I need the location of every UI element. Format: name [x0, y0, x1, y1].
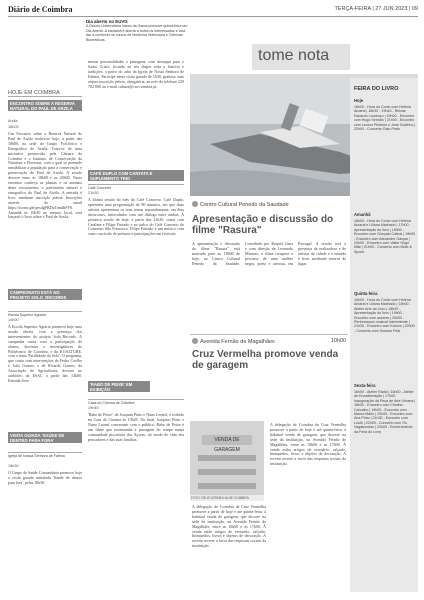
left-section-heading: HOJE EM COIMBRA [8, 90, 82, 97]
agenda-day: Hoje [354, 98, 364, 103]
divider [190, 334, 348, 335]
photo-shelf [198, 483, 256, 489]
agenda-entries: 16h00 - Hora do Conto com Helena Amaral e Liliana Machado | 16h00 - Atelier Arte do Livro | 18h00 - Apresentação do livro | 19h00 - Encontro com autores | 20h00 - Performance musical Intermitente | 21h30 - Encontro com Kaúmo | 22h00 - Concerto com Susana Félix [354, 298, 415, 333]
location-icon [192, 338, 198, 344]
text-cruz-vermelha: A delegação de Coimbra da Cruz Vermelha promove a partir de hoje e até quinta-feira, a habitual venda de garagem, que decorre na sede da instituição, na Avenida Fernão de Magalhães, entre as 10h00 e as 17h00. À venda estão artigos de vestuário, calçado, brinquedos, livros e objetos de decoração. A receita reverte a favor das respostas sociais da instituição. [192, 505, 266, 549]
venue-penedo: Centro Cultural Penedo da Saudade [200, 202, 289, 208]
text-cafe-duplo: A última sessão do mês do Café Concerto, Café Duplo, apresenta uma programação de 90 minutos, em que duas artistas apresentam os seus temas separadamente, em dois showcases, intercalados com um diálogo entre ambas. A primeira sessão de hoje, a partir das 21h30, conta com Catalina e Filipe Furtado e no palco do Café Concerto do Convento São Francisco. Filipe Furtado é um músico com vasto currículo de prémios e participações em festivais. [88, 198, 184, 237]
photo-sign: VENDA DE GARAGEM [202, 435, 252, 445]
photo-shelf [198, 469, 256, 475]
text-rabo-de-peixe: 'Rabo de Peixe', de Joaquim Pinto e Nuno Leonel, é exibido na Casa do Cinema às 19h45. No final, Joaquim Pinto e Nuno Leonel conversam com o público. Rabo de Peixe é um filme que testemunha a passagem do tempo numa comunidade piscatória dos Açores, do modo de vida dos pescadores e das suas famílias. [88, 413, 184, 442]
headline-rasura: Apresentação e discussão do filme "Rasura" [192, 214, 334, 236]
text-solo-records: A Escola Superior Agrária promove hoje uma sessão aberta, com a presença dos intervenientes do projeto Solo_Records. A campanha conta com a participação de alunos, docentes e investigadores do Politécnico de Coimbra, e da KOALTURE, com o tema 'Fertilidade do Solo'. O programa, que conta com intervenções de Pedro Coelho e João Gomes, e de Ricardo Gomes, da Associação de Agricultores, decorre no auditório da ESAC a partir das 14h00. Entrada livre. [8, 325, 82, 383]
agenda-day: Quinta-feira [354, 291, 378, 296]
label-casa-do-cinema: Casa do Cinema de Coimbra [88, 399, 184, 405]
agenda-entries: 16h00 - Hora do Conto com Helena Amaral | 18h30 - 19h45 - Relvas Eduardo Lourenço | 19h00 - Encontro com Hugo Serôdio | 21h00 - Encontro com Leonor Pinheiro e José Godinho | 22h00 - Concerto Gato Preto [354, 105, 416, 132]
masthead [8, 5, 418, 17]
agenda-entries: 16h00 - Hora do Conto com Helena Amaral e Liliana Machado | 17h00 - Apresentação do livro | 18h00 - Encontro com Gonçalo Cabral | 19h00 - Encontro com Alexandre Gaspar | 20h00 - Encontro com Valter Hugo Mãe | 21h00 - Concerto com Mote & Spock [354, 219, 416, 254]
photo-shelf [198, 455, 256, 461]
photo-venda-garagem [190, 421, 264, 501]
dateline: TERÇA-FEIRA | 27 JUN 2023 | 09 [334, 6, 418, 12]
newspaper-name: Diário de Coimbra [8, 5, 73, 14]
section-title: tome nota [258, 47, 330, 64]
venue-line-cruz-vermelha [192, 338, 348, 346]
text-visita-guiada: O Grupo de Saúde Comunitária promove hoje a visita guiada intitulada 'Saúde de dentro para fora', pelas 18h30. [8, 471, 82, 485]
time-esac: 14h00 [8, 318, 19, 322]
time-cafe-concerto: 21h30 [88, 191, 99, 195]
agenda-sidebar [350, 78, 418, 592]
time-igreja: 18h30 [8, 464, 19, 468]
time-casa-do-cinema: 19h45 [88, 406, 99, 410]
time-arzila: 18h00 [8, 125, 19, 129]
headline-cruz-vermelha: Cruz Vermelha promove venda de garagem [192, 349, 339, 371]
headline-cafe-duplo: CAFÉ DUPLO COM CANTATA E SUPLEMENTO TRIO [88, 170, 184, 181]
headline-rabo-de-peixe: 'RABO DE PEIXE' EM EXIBIÇÃO [88, 381, 150, 392]
agenda-day: Sexta-feira [354, 383, 376, 388]
brief-box [86, 20, 188, 42]
headline-solo-records: CAMPEONATO ESTÁ NO PROJETO SOLO_RECORDS [8, 289, 82, 300]
venue-avenida: Avenida Fernão de Magalhães [200, 339, 275, 345]
location-icon [192, 201, 198, 207]
text-arzila: Um Encontro sobre a Reserva Natural do Paul de Arzila realiza-se hoje, a partir das 18h00, na sede do Grupo Folclórico e Etnográfico de Arzila. Trata-se de uma iniciativa promovida pela Câmara de Coimbra e o Instituto de Conservação da Natureza e Florestas, com o qual se pretende sensibilizar a população para a conservação e preservação do Paul de Arzila. A sessão decorre entre as 18h00 e as 20h00. Neste encontro conheça as plantas e os animais deste ecossistema, o património natural e etnográfico do Paul de Arzila. A entrada é livre, mediante inscrição prévia. Inscrições através do email https://forms.gle/pesdgFBDuTrmdhFF8. Amanhã às 10h30 no mesmo local, será lançado o livro sobre o Paul de Arzila. [8, 132, 82, 220]
agenda-day: Amanhã [354, 212, 371, 217]
label-esac: Escola Superior Agrária [8, 311, 82, 317]
brief-title: Dia aberto no EUVG [86, 19, 128, 24]
label-cafe-concerto: Café Concerto [88, 184, 184, 190]
label-arzila: Arzila [8, 119, 18, 123]
time-avenida: 10h00 [330, 338, 346, 344]
headline-visita-guiada: VISITA GUIADA 'SAÚDE DE DENTRO PARA FORA' [8, 432, 82, 443]
agenda-title: FEIRA DO LIVRO [354, 86, 399, 92]
section-title-box [252, 44, 350, 70]
label-igreja: Igreja de Nossa Senhora de Fátima [8, 452, 82, 458]
text-rasura: A apresentação e discussão do filme "Rasura" está marcada para as 18h00 de hoje, no Centro Cultural Penedo da Saudade. Concebido por Raquel Lima e com direção de Leonardo Mimoso, o filme recupera o percurso de uma mulher negra, poeta e ativista, em Portugal. A sessão terá a presença da realizadora e de artistas da cidade e a entrada é livre, mediante reserva de lugar. [192, 242, 346, 266]
text-visita-guiada-continued: nessas personalidades e paisagens, com destaque para o Santo Cristo, ficando ao seu dispor toda a história e tradições, a partir do adro da Igreja de Nossa Senhora de Fátima. Participe nesta visita guiada de 1h30, gratuita, mas requer inscrição prévia, obrigatória, através do telefone 239 702 000 ou e-mail cultura@cm-coimbra.pt. [88, 60, 184, 89]
agenda-entries: 16h00 - Atelier Rádio | 16h00 - Atelier de Encadernação | 17h00 - Inauguração da Peça de Arte Urbana | 18h00 - Encontro com Cristina Carvalho | 19h00 - Encontro com Mauro Mário | 20h00 - Encontro com Ana Pinto | 21h30 - Encontro com Loulé | 22h00 - Concerto com Os Vagabundos | 23h00 - Encerramento da Feira do Livro [354, 390, 416, 434]
headline-arzila: ENCONTRO SOBRE A RESERVA NATURAL DO PAUL DE ARZILA [8, 100, 82, 111]
brief-text: A Escola Universitária Vasco da Gama promove quinta-feira um Dia Aberto. A iniciativa é aberta a todos os interessados e visa dar a conhecer os cursos de Medicina Veterinária e Ciências Biomédicas. [86, 24, 188, 42]
photo-caption: FOTO CRUZ VERMELHA DE COIMBRA [190, 495, 264, 501]
text-cruz-vermelha-continued: A delegação de Coimbra da Cruz Vermelha promove a partir de hoje e até quinta-feira, a habitual venda de garagem, que decorre na sede da instituição, na Avenida Fernão de Magalhães, entre as 10h00 e as 17h00. À venda estão artigos de vestuário, calçado, brinquedos, livros e objetos de decoração. A receita reverte a favor das respostas sociais da instituição. [270, 423, 346, 467]
